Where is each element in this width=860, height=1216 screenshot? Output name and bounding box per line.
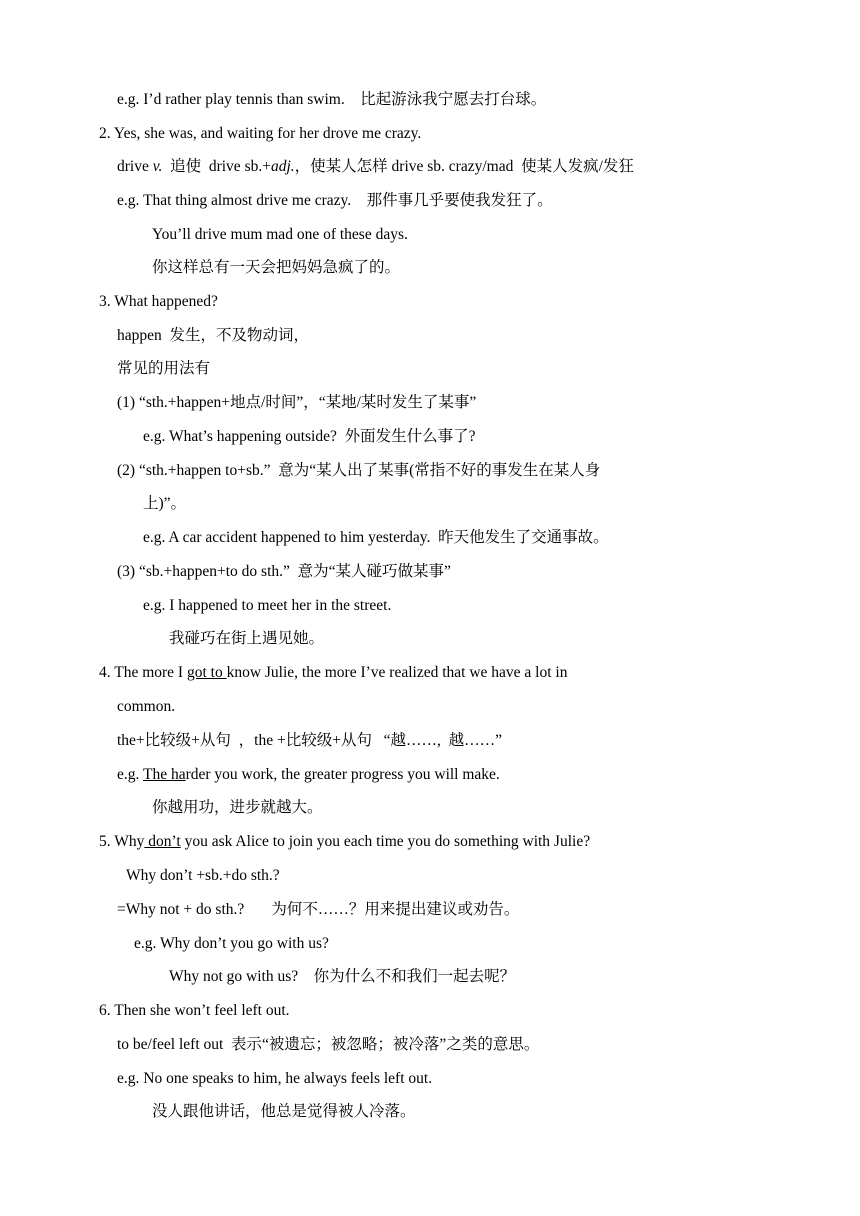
item-heading-2: 2. Yes, she was, and waiting for her drove me crazy. bbox=[99, 125, 422, 142]
usage-line: (1) “sth.+happen+地点/时间”，“某地/某时发生了某事” bbox=[117, 394, 477, 411]
note-line: 常见的用法有 bbox=[117, 360, 211, 377]
item-heading-5 bbox=[99, 832, 590, 852]
heading-text: 5. Why bbox=[99, 833, 145, 850]
translation-line: 我碰巧在街上遇见她。 bbox=[169, 630, 325, 647]
item-heading-continued: common. bbox=[117, 698, 176, 715]
usage-line: (3) “sb.+happen+to do sth.” 意为“某人碰巧做某事” bbox=[117, 563, 451, 580]
example-line: e.g. I happened to meet her in the street. bbox=[143, 597, 392, 614]
example-line: e.g. I’d rather play tennis than swim. 比起游泳我宁愿去打台球。 bbox=[117, 91, 547, 108]
vocab-line: happen 发生，不及物动词， bbox=[117, 327, 310, 344]
usage-line-continued: 上)”。 bbox=[143, 495, 187, 512]
translation-line: 你越用功，进步就越大。 bbox=[152, 799, 323, 816]
pattern-line: =Why not + do sth.? 为何不……？用来提出建议或劝告。 bbox=[117, 901, 520, 918]
part-of-speech: v. bbox=[152, 158, 163, 175]
example-line: You’ll drive mum mad one of these days. bbox=[152, 226, 408, 243]
example-line: e.g. That thing almost drive me crazy. 那件事几乎要使我发狂了。 bbox=[117, 192, 553, 209]
example-line: Why not go with us? 你为什么不和我们一起去呢？ bbox=[169, 968, 516, 985]
heading-text: 4. The more I bbox=[99, 664, 187, 681]
example-text: rder you work, the greater progress you will make. bbox=[185, 766, 500, 783]
item-heading-4 bbox=[99, 663, 567, 683]
example-line: e.g. No one speaks to him, he always feels left out. bbox=[117, 1070, 433, 1087]
vocab-line bbox=[117, 157, 634, 177]
translation-line: 没人跟他讲话，他总是觉得被人冷落。 bbox=[152, 1103, 416, 1120]
example-prefix: e.g. bbox=[117, 766, 143, 783]
example-line: e.g. Why don’t you go with us? bbox=[134, 935, 329, 952]
item-heading-3: 3. What happened? bbox=[99, 293, 218, 310]
example-line: e.g. A car accident happened to him yesterday. 昨天他发生了交通事故。 bbox=[143, 529, 609, 546]
usage-line: (2) “sth.+happen to+sb.” 意为“某人出了某事(常指不好的事发生在某人身 bbox=[117, 462, 601, 479]
vocab-definition: ，使某人怎样 drive sb. crazy/mad 使某人发疯/发狂 bbox=[294, 158, 634, 175]
translation-line: 你这样总有一天会把妈妈急疯了的。 bbox=[152, 259, 401, 276]
vocab-line: to be/feel left out 表示“被遗忘；被忽略；被冷落”之类的意思。 bbox=[117, 1036, 540, 1053]
example-line: e.g. What’s happening outside? 外面发生什么事了? bbox=[143, 428, 476, 445]
vocab-definition: 追使 drive sb.+ bbox=[162, 158, 271, 175]
heading-text: know Julie, the more I’ve realized that we have a lot in bbox=[226, 664, 568, 681]
vocab-word: drive bbox=[117, 158, 153, 175]
part-of-speech: adj. bbox=[270, 158, 295, 175]
underlined-text: don’t bbox=[144, 833, 181, 850]
underlined-text: The ha bbox=[142, 766, 186, 783]
pattern-line: the+比较级+从句 ，the +比较级+从句 “越……, 越……” bbox=[117, 732, 502, 749]
heading-text: you ask Alice to join you each time you do something with Julie? bbox=[180, 833, 591, 850]
pattern-line: Why don’t +sb.+do sth.? bbox=[126, 867, 280, 884]
underlined-text: got to bbox=[186, 664, 227, 681]
example-line bbox=[117, 765, 500, 785]
item-heading-6: 6. Then she won’t feel left out. bbox=[99, 1002, 290, 1019]
